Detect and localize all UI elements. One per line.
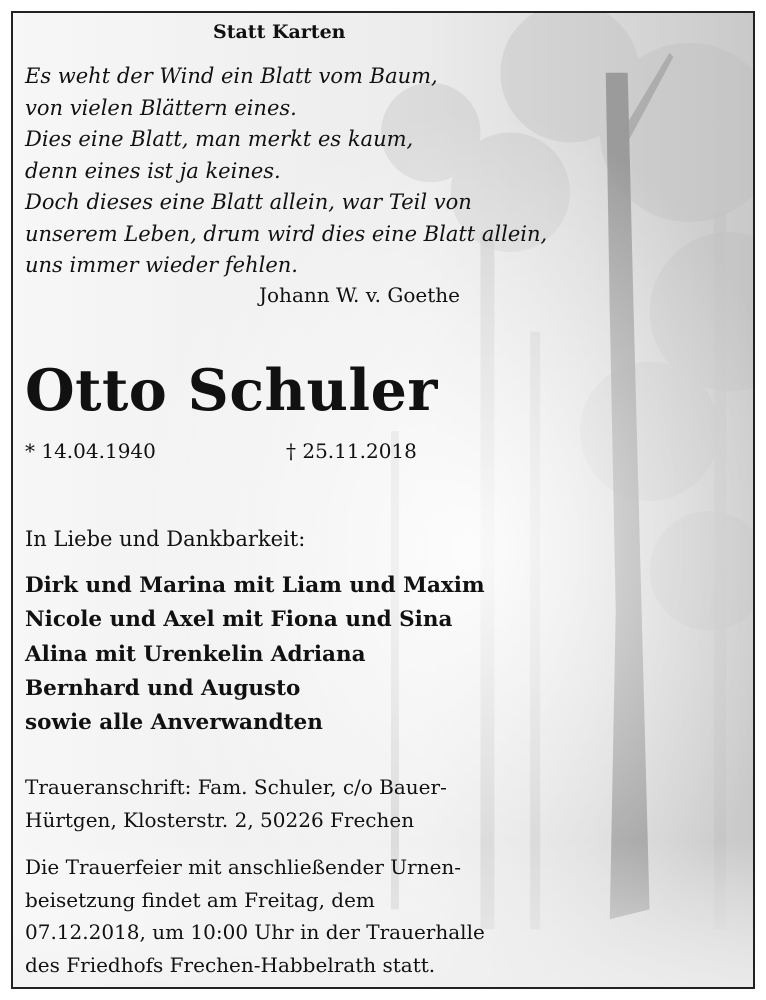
poem-author: Johann W. v. Goethe xyxy=(259,283,461,307)
address-line: Hürtgen, Klosterstr. 2, 50226 Frechen xyxy=(25,808,415,832)
obituary-frame xyxy=(11,11,755,989)
header-statt-karten: Statt Karten xyxy=(213,21,346,43)
poem-line: Doch dieses eine Blatt allein, war Teil von xyxy=(25,190,472,214)
service-line: beisetzung findet am Freitag, dem xyxy=(25,887,375,912)
mourning-address xyxy=(25,771,447,837)
death-date: † 25.11.2018 xyxy=(286,439,417,463)
poem-line: Dies eine Blatt, man merkt es kaum, xyxy=(25,127,414,151)
address-line: Traueranschrift: Fam. Schuler, c/o Bauer- xyxy=(25,775,447,799)
mourner-line: sowie alle Anverwandten xyxy=(25,710,323,736)
birth-date: * 14.04.1940 xyxy=(25,439,156,463)
poem-line: denn eines ist ja keines. xyxy=(25,158,281,183)
service-line: Die Trauerfeier mit anschließender Urnen- xyxy=(25,855,462,879)
mourners-list xyxy=(25,569,485,740)
mourner-line: Alina mit Urenkelin Adriana xyxy=(25,641,366,667)
mourner-line: Nicole und Axel mit Fiona und Sina xyxy=(25,607,453,633)
service-line: 07.12.2018, um 10:00 Uhr in der Trauerhalle xyxy=(25,920,485,944)
mourner-line: Bernhard und Augusto xyxy=(25,675,301,701)
mourners-intro: In Liebe und Dankbarkeit: xyxy=(25,527,306,551)
poem xyxy=(25,61,547,282)
funeral-service-info xyxy=(25,851,485,981)
poem-line: von vielen Blättern eines. xyxy=(25,95,297,120)
deceased-name: Otto Schuler xyxy=(25,357,438,424)
service-line: des Friedhofs Frechen-Habbelrath statt. xyxy=(25,952,436,977)
poem-line: unserem Leben, drum wird dies eine Blatt allein, xyxy=(25,221,548,246)
mourner-line: Dirk und Marina mit Liam und Maxim xyxy=(25,573,485,598)
poem-line: uns immer wieder fehlen. xyxy=(25,253,298,277)
poem-line: Es weht der Wind ein Blatt vom Baum, xyxy=(25,64,438,88)
